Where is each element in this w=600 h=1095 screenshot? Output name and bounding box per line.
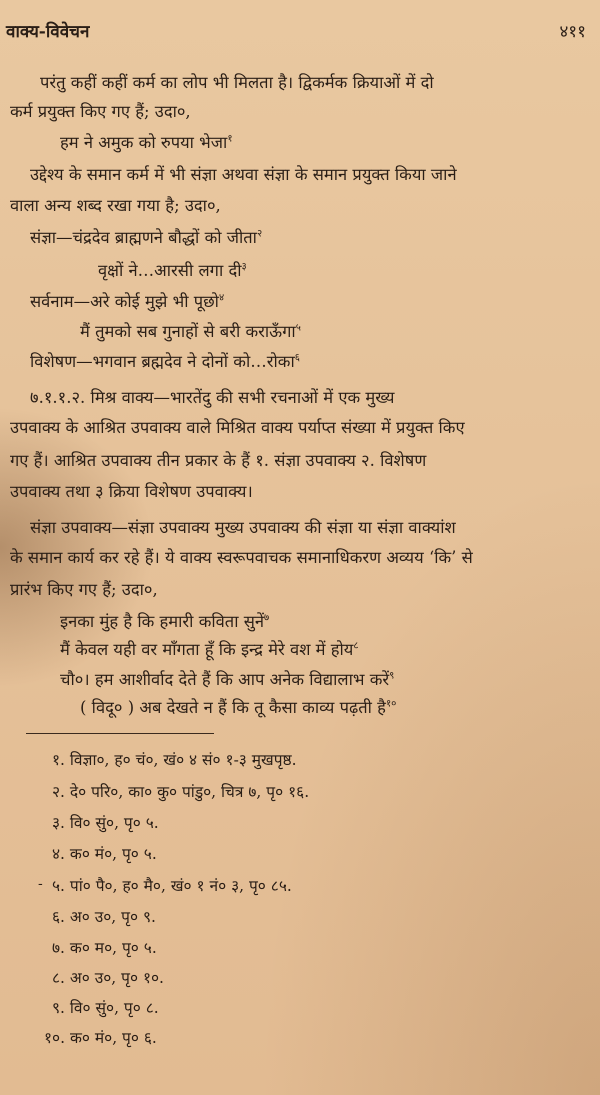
footnote: ५. पां० पै०, ह० मै०, खं० १ नं० ३, पृ० ८५. xyxy=(52,877,292,895)
footnote-ref: ६ xyxy=(294,352,300,364)
footnote-ref: १ xyxy=(227,133,233,145)
footnote: १०. क० मं०, पृ० ६. xyxy=(44,1029,157,1047)
body-line: प्रारंभ किए गए हैं; उदा०, xyxy=(10,580,158,599)
footnote: ४. क० मं०, पृ० ५. xyxy=(52,845,157,863)
footnote-ref: ४ xyxy=(218,292,225,304)
example-line: ( विदू० ) अब देखते न हैं कि तू कैसा काव्य पढ़ती है$^{१०}$ xyxy=(80,698,397,717)
body-line: के समान कार्य कर रहे हैं। ये वाक्य स्वरूपवाचक समानाधिकरण अव्यय ‘कि’ से xyxy=(10,548,473,567)
footnote: ६. अ० उ०, पृ० ९. xyxy=(52,908,156,926)
example-line: सर्वनाम—अरे कोई मुझे भी पूछो$^४$ xyxy=(30,292,225,311)
footnote-ref: ३ xyxy=(241,261,247,273)
example-line: मैं तुमको सब गुनाहों से बरी कराऊँगा$^५$ xyxy=(80,322,301,341)
footnote: २. दे० परि०, का० कु० पांडु०, चित्र ७, पृ० १६. xyxy=(52,783,310,801)
example-line: वृक्षों ने…आरसी लगा दी$^३$ xyxy=(98,261,247,280)
footnote: ३. वि० सुं०, पृ० ५. xyxy=(52,814,159,832)
section-heading-line: ७.१.१.२. मिश्र वाक्य—भारतेंदु की सभी रचनाओं में एक मुख्य xyxy=(30,388,395,407)
footnote-ref: ९ xyxy=(389,670,395,682)
example-line: इनका मुंह है कि हमारी कविता सुनें$^७$ xyxy=(60,612,270,631)
example-line: चौ०। हम आशीर्वाद देते हैं कि आप अनेक विद्यालाभ करें$^९$ xyxy=(60,670,395,689)
example-line: संज्ञा—चंद्रदेव ब्राह्मणने बौद्धों को जीता$^२$ xyxy=(30,228,263,247)
footnote: १. विज्ञा०, ह० चं०, खं० ४ सं० १-३ मुखपृष्ठ. xyxy=(52,751,297,769)
footnote: ७. क० म०, पृ० ५. xyxy=(52,939,157,957)
example-line: हम ने अमुक को रुपया भेजा$^१$ xyxy=(60,133,233,152)
margin-mark: - xyxy=(38,876,43,892)
example-line: मैं केवल यही वर माँगता हूँ कि इन्द्र मेरे वश में होय$^८$ xyxy=(60,640,359,659)
body-line: परंतु कहीं कहीं कर्म का लोप भी मिलता है। द्विकर्मक क्रियाओं में दो xyxy=(40,73,434,92)
page-number: ४११ xyxy=(559,22,586,42)
body-line: उद्देश्य के समान कर्म में भी संज्ञा अथवा संज्ञा के समान प्रयुक्त किया जाने xyxy=(30,165,457,184)
running-header-title: वाक्य-विवेचन xyxy=(6,22,90,42)
footnote: ८. अ० उ०, पृ० १०. xyxy=(52,969,164,987)
footnote-ref: ८ xyxy=(353,640,359,652)
footnote-ref: ५ xyxy=(295,322,301,334)
footnote-ref: १० xyxy=(385,698,397,710)
footnote: ९. वि० सुं०, पृ० ८. xyxy=(52,999,159,1017)
footnote-divider xyxy=(26,733,214,734)
body-line: उपवाक्य तथा ३ क्रिया विशेषण उपवाक्य। xyxy=(10,482,253,501)
body-line: गए हैं। आश्रित उपवाक्य तीन प्रकार के हैं १. संज्ञा उपवाक्य २. विशेषण xyxy=(10,451,427,470)
footnote-ref: २ xyxy=(256,228,263,240)
example-line: विशेषण—भगवान ब्रह्मदेव ने दोनों को…रोका$^६$ xyxy=(30,352,300,371)
footnote-ref: ७ xyxy=(264,612,270,624)
body-line: वाला अन्य शब्द रखा गया है; उदा०, xyxy=(10,196,221,215)
body-line: संज्ञा उपवाक्य—संज्ञा उपवाक्य मुख्य उपवाक्य की संज्ञा या संज्ञा वाक्यांश xyxy=(30,518,456,537)
body-line: कर्म प्रयुक्त किए गए हैं; उदा०, xyxy=(10,102,191,121)
body-line: उपवाक्य के आश्रित उपवाक्य वाले मिश्रित वाक्य पर्याप्त संख्या में प्रयुक्त किए xyxy=(10,418,465,437)
